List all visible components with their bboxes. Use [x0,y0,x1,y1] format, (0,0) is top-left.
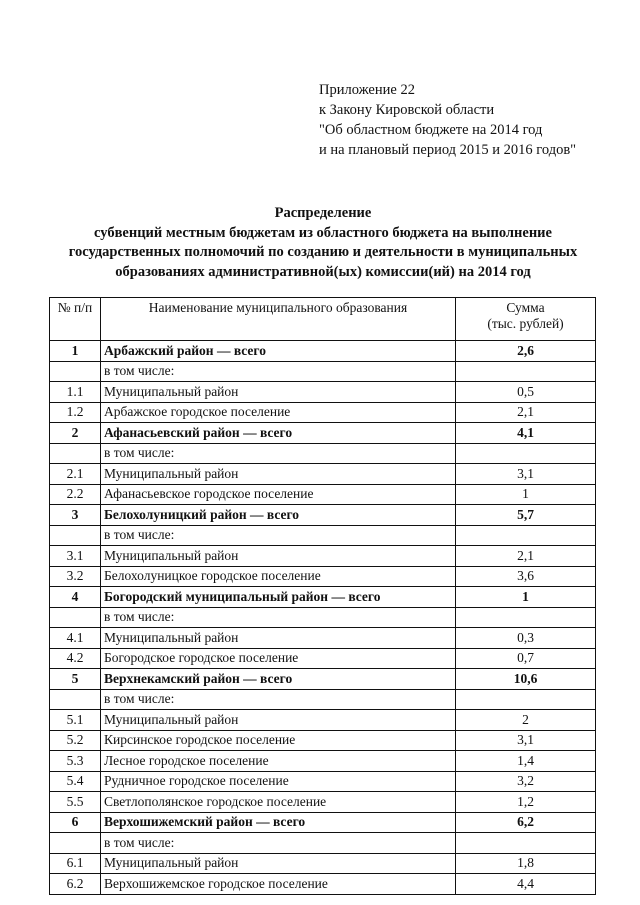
table-row-total [50,812,596,833]
distribution-table [49,297,596,895]
table-row [50,484,596,505]
cell-num: 3 [50,505,101,526]
cell-name: в том числе: [101,607,456,628]
cell-name: Муниципальный район [101,546,456,567]
cell-name: в том числе: [101,833,456,854]
document-title [40,204,606,282]
table-header-row [50,298,596,341]
cell-num: 2.1 [50,464,101,485]
cell-num: 5.4 [50,771,101,792]
cell-sum: 1 [456,587,596,608]
cell-name: в том числе: [101,361,456,382]
cell-name: Муниципальный район [101,853,456,874]
table-row [50,710,596,731]
table-row [50,464,596,485]
cell-sum: 6,2 [456,812,596,833]
appendix-note [319,80,576,160]
header-sum-line1: Сумма [506,300,545,315]
table-row [50,792,596,813]
cell-num [50,361,101,382]
cell-name: Муниципальный район [101,382,456,403]
cell-sum: 1,2 [456,792,596,813]
appendix-line: "Об областном бюджете на 2014 год [319,122,543,138]
cell-name: Лесное городское поселение [101,751,456,772]
table-row-total [50,341,596,362]
header-num: № п/п [50,298,101,341]
cell-sum [456,361,596,382]
cell-sum: 10,6 [456,669,596,690]
cell-sum [456,689,596,710]
cell-sum: 3,1 [456,730,596,751]
cell-name: Муниципальный район [101,464,456,485]
cell-name: Белохолуницкое городское поселение [101,566,456,587]
table-row [50,607,596,628]
cell-name: Арбажское городское поселение [101,402,456,423]
cell-name: Светлополянское городское поселение [101,792,456,813]
cell-sum: 3,1 [456,464,596,485]
cell-name: Верхошижемский район — всего [101,812,456,833]
table-row-total [50,587,596,608]
cell-num: 2.2 [50,484,101,505]
cell-name: Кирсинское городское поселение [101,730,456,751]
cell-num: 5.2 [50,730,101,751]
cell-name: в том числе: [101,525,456,546]
header-sum [456,298,596,341]
title-line: Распределение [274,205,372,221]
table-row [50,751,596,772]
cell-num: 3.1 [50,546,101,567]
table-body [50,341,596,895]
cell-sum: 3,2 [456,771,596,792]
table-row [50,689,596,710]
cell-sum: 2,1 [456,402,596,423]
cell-name: Арбажский район — всего [101,341,456,362]
cell-num: 1.2 [50,402,101,423]
cell-sum: 0,5 [456,382,596,403]
cell-name: Афанасьевский район — всего [101,423,456,444]
cell-sum [456,443,596,464]
cell-num: 5.1 [50,710,101,731]
appendix-line: Приложение 22 [319,82,415,98]
cell-sum: 2 [456,710,596,731]
cell-num: 1 [50,341,101,362]
table-row [50,382,596,403]
cell-sum: 4,1 [456,423,596,444]
header-sum-line2: (тыс. рублей) [487,316,564,331]
cell-name: Богородский муниципальный район — всего [101,587,456,608]
cell-num: 4.1 [50,628,101,649]
table-row [50,771,596,792]
table-row [50,525,596,546]
appendix-line: и на плановый период 2015 и 2016 годов" [319,142,577,158]
cell-sum [456,833,596,854]
cell-name: Муниципальный район [101,710,456,731]
cell-name: Богородское городское поселение [101,648,456,669]
cell-sum: 4,4 [456,874,596,895]
cell-name: Верхошижемское городское поселение [101,874,456,895]
table-row [50,853,596,874]
table-row [50,443,596,464]
cell-num: 6.2 [50,874,101,895]
cell-num: 6 [50,812,101,833]
appendix-line: к Закону Кировской области [319,102,495,118]
table-row [50,648,596,669]
cell-name: Афанасьевское городское поселение [101,484,456,505]
table-row [50,730,596,751]
cell-num: 4 [50,587,101,608]
cell-sum: 1,8 [456,853,596,874]
cell-name: Рудничное городское поселение [101,771,456,792]
cell-num: 6.1 [50,853,101,874]
table-row [50,402,596,423]
table-row-total [50,669,596,690]
cell-sum [456,525,596,546]
title-line: образованиях административной(ых) комиссии(ий) на 2014 год [115,263,531,280]
cell-num [50,689,101,710]
cell-num: 3.2 [50,566,101,587]
cell-sum: 1 [456,484,596,505]
table-row [50,546,596,567]
table-row [50,833,596,854]
cell-name: Верхнекамский район — всего [101,669,456,690]
cell-num: 1.1 [50,382,101,403]
title-line: субвенций местным бюджетам из областного бюджета на выполнение [94,224,552,241]
cell-num: 5.5 [50,792,101,813]
header-name: Наименование муниципального образования [101,298,456,341]
cell-num: 2 [50,423,101,444]
cell-num [50,833,101,854]
cell-sum [456,607,596,628]
cell-name: Муниципальный район [101,628,456,649]
cell-num [50,443,101,464]
table-row [50,361,596,382]
table-row-total [50,505,596,526]
cell-num [50,607,101,628]
table-row-total [50,423,596,444]
cell-sum: 2,1 [456,546,596,567]
cell-name: Белохолуницкий район — всего [101,505,456,526]
cell-sum: 5,7 [456,505,596,526]
title-line: государственных полномочий по созданию и деятельности в муниципальных [68,244,578,260]
cell-sum: 2,6 [456,341,596,362]
table-row [50,566,596,587]
cell-sum: 0,7 [456,648,596,669]
cell-num: 4.2 [50,648,101,669]
cell-num: 5 [50,669,101,690]
cell-num: 5.3 [50,751,101,772]
cell-name: в том числе: [101,689,456,710]
cell-sum: 3,6 [456,566,596,587]
cell-name: в том числе: [101,443,456,464]
table-row [50,628,596,649]
cell-num [50,525,101,546]
table-row [50,874,596,895]
cell-sum: 0,3 [456,628,596,649]
cell-sum: 1,4 [456,751,596,772]
